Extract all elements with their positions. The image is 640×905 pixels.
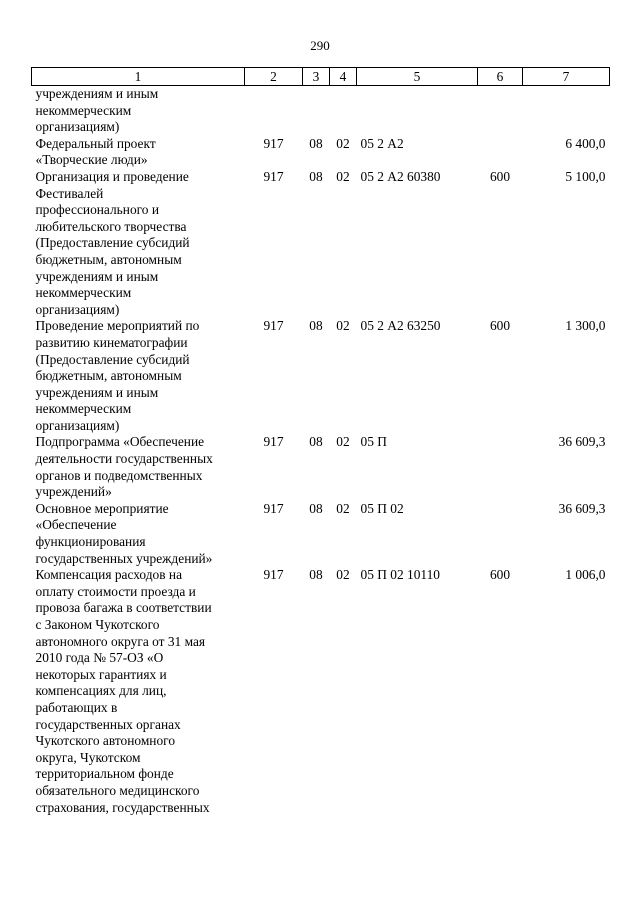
row-name: Компенсация расходов на оплату стоимости проезда и провоза багажа в соответствии с Законом Чукотского автономного округа от 31 мая 2010 года № 57-ОЗ «О некоторых гарантиях и компенсациях для лиц, работающих в государственных органах Чукотского автономного округа, Чукотском территориальном фонде обязательного медицинского страхования, государственных (35, 567, 212, 815)
row-section-code: 08 (309, 500, 323, 516)
row-ministry-code: 917 (263, 567, 284, 583)
row-section-code: 08 (309, 318, 323, 334)
row-amount: 5 100,0 (565, 168, 606, 184)
row-subsection-code: 02 (336, 168, 350, 184)
row-subsection-code (330, 86, 357, 136)
row-section-code: 08 (309, 135, 323, 151)
row-ministry-code: 917 (263, 500, 284, 516)
table-row (32, 169, 610, 318)
row-subsection-code: 02 (336, 434, 350, 450)
table-body (32, 86, 610, 817)
row-subsection-code: 02 (336, 318, 350, 334)
row-expense-type (478, 136, 523, 169)
row-ministry-code: 917 (263, 434, 284, 450)
row-ministry-code: 917 (263, 168, 284, 184)
row-section-code: 08 (309, 168, 323, 184)
row-name: учреждениям и иным некоммерческим организациям) (35, 86, 159, 135)
row-expense-type (478, 434, 523, 500)
budget-table (31, 67, 610, 816)
row-target-article: 05 П (360, 434, 387, 450)
table-row (32, 318, 610, 434)
row-subsection-code: 02 (336, 500, 350, 516)
row-section-code (303, 86, 330, 136)
row-section-code: 08 (309, 434, 323, 450)
row-expense-type (478, 86, 523, 136)
column-header: 1 (32, 68, 245, 86)
row-target-article: 05 П 02 10110 (360, 567, 440, 583)
row-expense-type: 600 (489, 318, 511, 334)
column-header: 4 (330, 68, 357, 86)
row-target-article: 05 2 А2 60380 (360, 168, 441, 184)
table-row (32, 567, 610, 816)
row-ministry-code: 917 (263, 318, 284, 334)
column-header: 5 (357, 68, 478, 86)
table-row (32, 86, 610, 136)
column-header: 3 (303, 68, 330, 86)
row-subsection-code: 02 (336, 135, 350, 151)
row-subsection-code: 02 (336, 567, 350, 583)
row-expense-type: 600 (489, 567, 511, 583)
row-expense-type: 600 (489, 168, 511, 184)
row-amount (523, 86, 610, 136)
column-header: 6 (478, 68, 523, 86)
row-ministry-code: 917 (263, 135, 284, 151)
row-ministry-code (245, 86, 303, 136)
row-amount: 1 300,0 (565, 318, 606, 334)
column-header: 2 (245, 68, 303, 86)
column-header: 7 (523, 68, 610, 86)
table-row (32, 434, 610, 500)
row-name: Федеральный проект «Творческие люди» (35, 135, 156, 168)
row-name: Основное мероприятие «Обеспечение функционирования государственных учреждений» (35, 500, 213, 566)
row-amount: 6 400,0 (565, 135, 606, 151)
row-target-article: 05 2 А2 (360, 135, 404, 151)
row-section-code: 08 (309, 567, 323, 583)
row-target-article: 05 П 02 (360, 500, 404, 516)
row-amount: 1 006,0 (565, 567, 606, 583)
row-amount: 36 609,3 (558, 434, 606, 450)
table-row (32, 501, 610, 567)
table-row (32, 136, 610, 169)
page-number: 290 (310, 38, 330, 53)
row-name: Подпрограмма «Обеспечение деятельности государственных органов и подведомственных учреждений» (35, 434, 213, 500)
row-amount: 36 609,3 (558, 500, 606, 516)
row-name: Организация и проведение Фестивалей профессионального и любительского творчества (Предоставление субсидий бюджетным, автономным учреждениям и иным некоммерческим организациям) (35, 168, 190, 317)
row-target-article (357, 86, 478, 136)
row-target-article: 05 2 А2 63250 (360, 318, 441, 334)
row-expense-type (478, 501, 523, 567)
table-header-row (32, 68, 610, 86)
row-name: Проведение мероприятий по развитию кинематографии (Предоставление субсидий бюджетным, автономным учреждениям и иным некоммерческим организациям) (35, 318, 200, 433)
